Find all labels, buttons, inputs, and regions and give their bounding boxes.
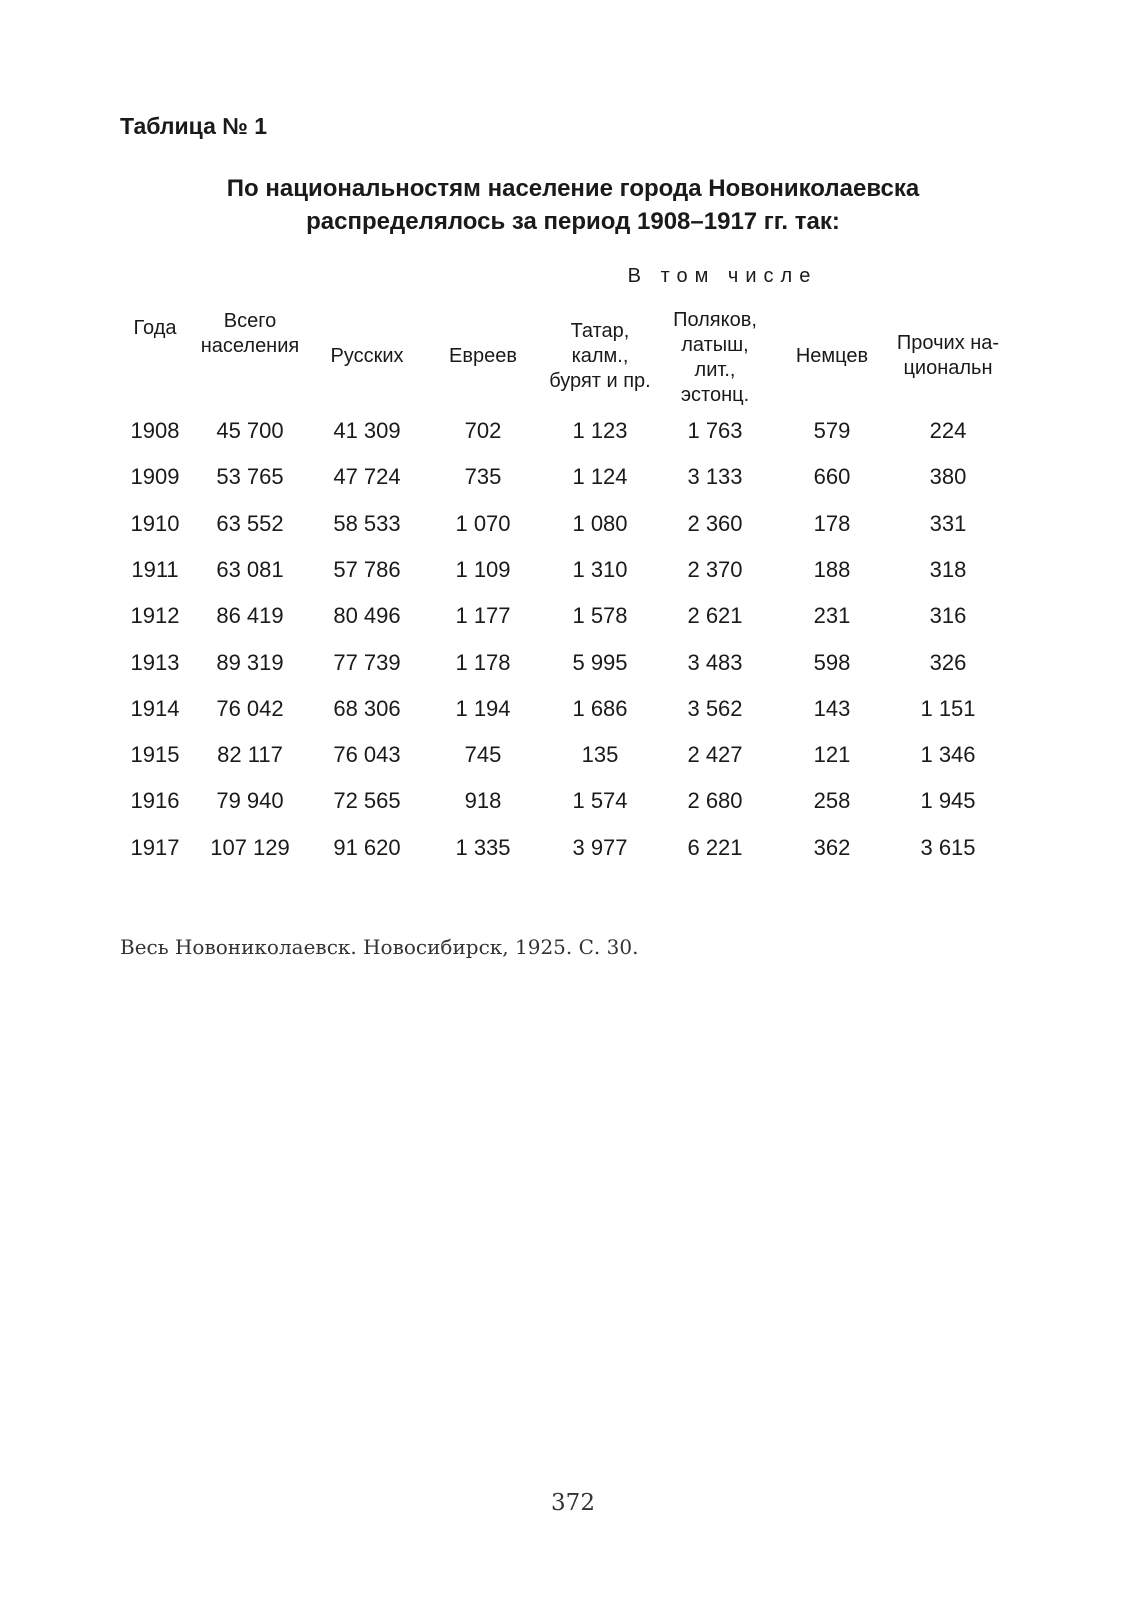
cell-germans: 579	[813, 418, 851, 443]
cell-poles: 1 763	[687, 418, 743, 443]
cell-russians: 80 496	[333, 603, 401, 628]
cell-year: 1908	[130, 418, 180, 443]
cell-year: 1913	[130, 650, 180, 675]
cell-others: 318	[929, 557, 967, 582]
cell-others: 3 615	[920, 835, 976, 860]
header-germans: Немцев	[795, 345, 869, 367]
cell-germans: 231	[813, 603, 851, 628]
cell-poles: 2 680	[687, 788, 743, 813]
cell-year: 1911	[131, 557, 179, 582]
cell-total: 63 552	[216, 511, 284, 536]
header-russians: Русских	[330, 345, 404, 367]
cell-year: 1909	[130, 464, 180, 489]
cell-others: 326	[929, 650, 967, 675]
cell-tatars: 1 124	[572, 464, 628, 489]
cell-tatars: 1 686	[572, 696, 628, 721]
cell-russians: 41 309	[333, 418, 401, 443]
cell-poles: 2 360	[687, 511, 743, 536]
cell-russians: 72 565	[333, 788, 401, 813]
cell-total: 82 117	[217, 742, 283, 767]
cell-others: 1 151	[920, 696, 976, 721]
cell-poles: 2 370	[687, 557, 743, 582]
cell-germans: 121	[813, 742, 851, 767]
cell-jews: 1 178	[455, 650, 511, 675]
page-number: 372	[551, 1490, 595, 1516]
cell-total: 45 700	[216, 418, 284, 443]
cell-germans: 660	[813, 464, 851, 489]
cell-total: 86 419	[216, 603, 284, 628]
cell-tatars: 1 578	[572, 603, 628, 628]
cell-poles: 2 621	[687, 603, 743, 628]
cell-jews: 1 177	[455, 603, 511, 628]
cell-tatars: 1 574	[572, 788, 628, 813]
header-total-population: Всего населения	[200, 310, 300, 357]
cell-jews: 918	[464, 788, 502, 813]
cell-others: 1 945	[920, 788, 976, 813]
cell-germans: 362	[813, 835, 851, 860]
cell-others: 380	[929, 464, 967, 489]
table-title-line-1: По национальностям население города Новониколаевска	[226, 175, 920, 202]
header-poles: Поляков, латыш, лит., эстонц.	[673, 309, 757, 406]
source-citation: Весь Новониколаевск. Новосибирск, 1925. С. 30.	[120, 935, 639, 959]
cell-poles: 3 483	[687, 650, 743, 675]
cell-poles: 3 133	[687, 464, 743, 489]
cell-jews: 1 109	[455, 557, 511, 582]
cell-others: 331	[929, 511, 967, 536]
cell-tatars: 135	[581, 742, 619, 767]
cell-jews: 745	[464, 742, 502, 767]
cell-jews: 735	[464, 464, 502, 489]
cell-germans: 178	[813, 511, 851, 536]
table-title-line-2: распределялось за период 1908–1917 гг. так:	[306, 208, 840, 235]
header-year: Года	[133, 317, 177, 339]
cell-year: 1916	[130, 788, 180, 813]
header-others: Прочих на- циональн	[896, 332, 1000, 379]
cell-germans: 143	[813, 696, 851, 721]
cell-tatars: 1 123	[572, 418, 628, 443]
cell-germans: 258	[813, 788, 851, 813]
cell-russians: 76 043	[333, 742, 401, 767]
cell-total: 89 319	[216, 650, 284, 675]
cell-russians: 91 620	[333, 835, 401, 860]
cell-others: 316	[929, 603, 967, 628]
cell-tatars: 1 080	[572, 511, 628, 536]
cell-poles: 3 562	[687, 696, 743, 721]
cell-tatars: 5 995	[572, 650, 628, 675]
cell-russians: 58 533	[333, 511, 401, 536]
cell-total: 107 129	[210, 835, 290, 860]
including-subheader: В том числе	[627, 265, 818, 287]
cell-total: 53 765	[216, 464, 284, 489]
cell-jews: 702	[464, 418, 502, 443]
cell-russians: 68 306	[333, 696, 401, 721]
cell-total: 76 042	[216, 696, 284, 721]
cell-russians: 77 739	[333, 650, 401, 675]
cell-tatars: 3 977	[572, 835, 628, 860]
header-tatars: Татар, калм., бурят и пр.	[549, 320, 651, 392]
cell-year: 1912	[130, 603, 180, 628]
cell-year: 1915	[130, 742, 180, 767]
cell-jews: 1 194	[455, 696, 511, 721]
cell-year: 1910	[130, 511, 180, 536]
header-jews: Евреев	[449, 345, 517, 367]
cell-jews: 1 070	[455, 511, 511, 536]
table-label: Таблица № 1	[120, 113, 268, 139]
cell-year: 1917	[130, 835, 180, 860]
cell-others: 224	[929, 418, 967, 443]
cell-others: 1 346	[920, 742, 976, 767]
cell-russians: 47 724	[333, 464, 401, 489]
cell-poles: 2 427	[687, 742, 743, 767]
cell-poles: 6 221	[687, 835, 743, 860]
cell-germans: 598	[813, 650, 851, 675]
cell-germans: 188	[813, 557, 851, 582]
cell-tatars: 1 310	[572, 557, 628, 582]
cell-year: 1914	[130, 696, 180, 721]
cell-russians: 57 786	[333, 557, 401, 582]
cell-jews: 1 335	[455, 835, 511, 860]
cell-total: 79 940	[216, 788, 284, 813]
cell-total: 63 081	[216, 557, 284, 582]
